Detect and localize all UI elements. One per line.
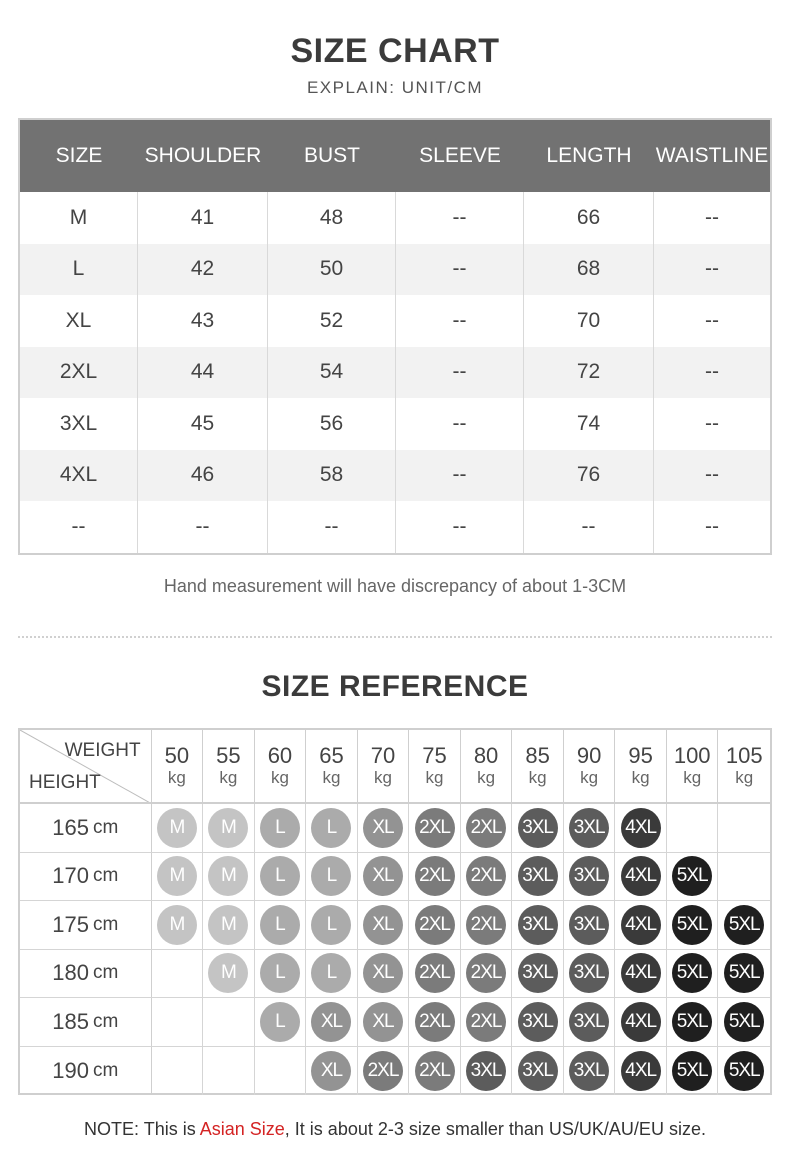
weight-unit: kg: [528, 768, 547, 787]
size-badge: XL: [311, 1051, 351, 1091]
weight-value: 80: [473, 743, 499, 768]
size-badge: L: [311, 856, 351, 896]
size-badge: L: [260, 1002, 300, 1042]
size-cell: [255, 853, 307, 901]
height-row: [20, 804, 770, 853]
size-badge: M: [208, 905, 248, 945]
size-cell: [461, 950, 513, 998]
size-cell: [718, 998, 770, 1046]
table-cell: 66: [524, 192, 654, 244]
table-cell: 48: [268, 192, 396, 244]
size-cell: [409, 901, 461, 949]
weight-header-cell: [306, 730, 358, 802]
size-badge: M: [208, 953, 248, 993]
weight-unit: kg: [167, 768, 186, 787]
size-badge: 2XL: [466, 1002, 506, 1042]
weight-header-cell: [667, 730, 719, 802]
table-cell: --: [705, 308, 719, 332]
size-badge: M: [157, 856, 197, 896]
table-cell: 54: [268, 347, 396, 399]
height-row: [20, 998, 770, 1047]
size-cell: [564, 1047, 616, 1096]
size-cell: [358, 950, 410, 998]
size-cell: [512, 853, 564, 901]
size-cell: [718, 853, 770, 901]
size-badge: 3XL: [569, 1051, 609, 1091]
weight-value: 95: [628, 743, 653, 768]
size-badge: 4XL: [621, 953, 661, 993]
size-reference-header-row: [20, 730, 770, 804]
weight-unit: kg: [683, 768, 702, 787]
size-cell: [358, 853, 410, 901]
size-cell: [461, 1047, 513, 1096]
size-cell: [615, 998, 667, 1046]
weight-header-cell: [409, 730, 461, 802]
size-badge: 3XL: [518, 1051, 558, 1091]
height-cell: [20, 998, 152, 1046]
table-cell: --: [396, 295, 524, 347]
table-cell: --: [396, 347, 524, 399]
size-badge: M: [208, 808, 248, 848]
note-prefix: NOTE: This is: [84, 1119, 200, 1139]
weight-header-cell: [152, 730, 204, 802]
weight-unit: kg: [425, 768, 444, 787]
column-header: WAISTLINE: [655, 144, 769, 167]
weight-value: 75: [422, 743, 447, 768]
size-cell: [667, 950, 719, 998]
size-cell: [512, 901, 564, 949]
weight-unit: kg: [477, 768, 496, 787]
table-cell: XL: [20, 295, 138, 347]
table-row: [20, 450, 770, 502]
size-cell: [152, 950, 204, 998]
weight-header-cell: [461, 730, 513, 802]
size-cell: [461, 901, 513, 949]
size-cell: [667, 901, 719, 949]
weight-header-cell: [564, 730, 616, 802]
table-cell: --: [705, 463, 719, 487]
size-badge: 2XL: [415, 1051, 455, 1091]
table-cell: --: [705, 257, 719, 281]
table-cell: M: [20, 192, 138, 244]
size-cell: [152, 853, 204, 901]
height-cell: [20, 901, 152, 949]
size-cell: [306, 901, 358, 949]
size-badge: 3XL: [518, 808, 558, 848]
size-cell: [203, 853, 255, 901]
size-badge: 2XL: [415, 953, 455, 993]
table-cell: 42: [138, 244, 268, 296]
weight-unit: kg: [580, 768, 599, 787]
size-cell: [667, 853, 719, 901]
weight-unit: kg: [219, 768, 238, 787]
size-cell: [615, 804, 667, 852]
size-badge: 3XL: [569, 953, 609, 993]
table-cell: 56: [268, 398, 396, 450]
size-badge: L: [311, 953, 351, 993]
size-reference-title: SIZE REFERENCE: [261, 670, 529, 703]
table-row: [20, 398, 770, 450]
column-header: LENGTH: [546, 144, 632, 167]
table-row: [20, 347, 770, 399]
size-badge: 2XL: [415, 808, 455, 848]
size-cell: [152, 804, 204, 852]
size-badge: XL: [363, 905, 403, 945]
table-cell: 68: [524, 244, 654, 296]
size-cell: [409, 804, 461, 852]
size-cell: [203, 1047, 255, 1096]
table-cell: --: [396, 244, 524, 296]
size-chart-title: SIZE CHART: [290, 32, 500, 70]
weight-header-cell: [203, 730, 255, 802]
table-cell: 44: [138, 347, 268, 399]
weight-value: 90: [576, 743, 602, 768]
table-cell: 58: [268, 450, 396, 502]
weight-unit: kg: [631, 768, 650, 787]
table-cell: 46: [138, 450, 268, 502]
weight-value: 60: [267, 743, 293, 768]
size-badge: 3XL: [569, 905, 609, 945]
size-badge: 5XL: [672, 1051, 712, 1091]
size-badge: 5XL: [724, 905, 764, 945]
table-cell: 72: [524, 347, 654, 399]
size-cell: [152, 998, 204, 1046]
size-badge: M: [157, 808, 197, 848]
size-badge: XL: [363, 953, 403, 993]
size-badge: XL: [363, 856, 403, 896]
table-cell: 41: [138, 192, 268, 244]
table-cell: --: [20, 501, 138, 553]
size-cell: [615, 950, 667, 998]
weight-value: 100: [673, 743, 711, 768]
size-badge: 3XL: [569, 856, 609, 896]
height-unit: cm: [93, 1010, 119, 1032]
measurement-note: Hand measurement will have discrepancy of about 1-3CM: [163, 576, 627, 596]
table-row: [20, 295, 770, 347]
size-badge: XL: [363, 1002, 403, 1042]
size-cell: [152, 1047, 204, 1096]
height-value: 190: [52, 1057, 89, 1083]
size-cell: [718, 901, 770, 949]
size-cell: [667, 804, 719, 852]
size-cell: [306, 998, 358, 1046]
size-badge: 5XL: [672, 1002, 712, 1042]
table-cell: 2XL: [20, 347, 138, 399]
size-chart-header-row: [20, 120, 770, 192]
weight-unit: kg: [322, 768, 341, 787]
height-unit: cm: [93, 913, 119, 935]
size-reference-body: [20, 804, 770, 1095]
table-cell: --: [138, 501, 268, 553]
section-divider: [18, 636, 772, 638]
size-cell: [512, 998, 564, 1046]
height-cell: [20, 804, 152, 852]
weight-unit: kg: [270, 768, 289, 787]
size-badge: 5XL: [672, 953, 712, 993]
size-cell: [409, 853, 461, 901]
height-row: [20, 853, 770, 902]
table-cell: --: [396, 501, 524, 553]
table-row: [20, 192, 770, 244]
height-cell: [20, 853, 152, 901]
size-cell: [564, 804, 616, 852]
size-cell: [667, 998, 719, 1046]
size-cell: [152, 901, 204, 949]
height-unit: cm: [93, 865, 119, 887]
size-cell: [461, 804, 513, 852]
table-cell: 76: [524, 450, 654, 502]
size-cell: [718, 1047, 770, 1096]
table-cell: 3XL: [20, 398, 138, 450]
table-cell: --: [396, 192, 524, 244]
size-badge: 3XL: [569, 808, 609, 848]
table-cell: 74: [524, 398, 654, 450]
size-cell: [306, 950, 358, 998]
size-badge: 2XL: [466, 808, 506, 848]
size-cell: [203, 804, 255, 852]
height-label: HEIGHT: [29, 772, 101, 793]
size-badge: 3XL: [569, 1002, 609, 1042]
size-cell: [615, 1047, 667, 1096]
size-cell: [358, 901, 410, 949]
table-cell: 45: [138, 398, 268, 450]
height-row: [20, 1047, 770, 1096]
size-badge: L: [311, 808, 351, 848]
asian-size-highlight: Asian Size: [199, 1119, 285, 1139]
size-badge: M: [157, 905, 197, 945]
table-cell: --: [705, 514, 719, 538]
size-badge: L: [260, 808, 300, 848]
height-unit: cm: [93, 1059, 119, 1081]
size-badge: 5XL: [724, 953, 764, 993]
weight-value: 105: [725, 743, 763, 768]
size-badge: 3XL: [518, 953, 558, 993]
size-badge: L: [260, 905, 300, 945]
weight-value: 50: [164, 743, 190, 768]
height-value: 165: [52, 814, 89, 840]
table-cell: --: [396, 398, 524, 450]
table-cell: 52: [268, 295, 396, 347]
size-chart-table: [18, 118, 772, 555]
height-row: [20, 901, 770, 950]
size-cell: [255, 1047, 307, 1096]
weight-value: 55: [216, 743, 241, 768]
size-chart-subtitle: EXPLAIN: UNIT/CM: [306, 78, 484, 97]
size-cell: [409, 998, 461, 1046]
size-badge: 2XL: [466, 856, 506, 896]
size-cell: [203, 950, 255, 998]
table-cell: 43: [138, 295, 268, 347]
table-cell: 50: [268, 244, 396, 296]
size-cell: [667, 1047, 719, 1096]
weight-value: 65: [319, 743, 344, 768]
column-header: SLEEVE: [419, 144, 501, 167]
size-cell: [512, 804, 564, 852]
weight-unit: kg: [735, 768, 754, 787]
size-badge: 4XL: [621, 1002, 661, 1042]
size-badge: L: [311, 905, 351, 945]
size-cell: [615, 901, 667, 949]
column-header: SHOULDER: [144, 144, 262, 167]
weight-header-cell: [255, 730, 307, 802]
size-badge: 2XL: [415, 856, 455, 896]
size-badge: 3XL: [518, 1002, 558, 1042]
size-badge: L: [260, 856, 300, 896]
size-cell: [203, 901, 255, 949]
size-cell: [512, 950, 564, 998]
size-cell: [615, 853, 667, 901]
weight-value: 85: [525, 743, 550, 768]
size-badge: 3XL: [518, 856, 558, 896]
size-chart-body: [20, 192, 770, 553]
height-cell: [20, 1047, 152, 1096]
size-badge: 2XL: [466, 905, 506, 945]
column-header: BUST: [303, 144, 360, 167]
size-reference-grid: [18, 728, 772, 1095]
size-cell: [306, 853, 358, 901]
size-badge: 5XL: [724, 1002, 764, 1042]
table-cell: L: [20, 244, 138, 296]
size-cell: [564, 853, 616, 901]
table-cell: 4XL: [20, 450, 138, 502]
weight-unit: kg: [374, 768, 392, 787]
table-cell: --: [524, 501, 654, 553]
size-badge: 3XL: [518, 905, 558, 945]
table-cell: --: [705, 205, 719, 229]
size-cell: [358, 1047, 410, 1096]
size-badge: XL: [363, 808, 403, 848]
table-cell: --: [705, 360, 719, 384]
size-badge: XL: [311, 1002, 351, 1042]
corner-header-cell: [20, 730, 152, 802]
size-cell: [718, 804, 770, 852]
table-row: [20, 244, 770, 296]
size-cell: [512, 1047, 564, 1096]
size-badge: 2XL: [415, 905, 455, 945]
size-badge: 3XL: [466, 1051, 506, 1091]
table-cell: 70: [524, 295, 654, 347]
column-header: SIZE: [55, 144, 103, 167]
size-cell: [306, 804, 358, 852]
size-cell: [255, 901, 307, 949]
size-badge: 4XL: [621, 808, 661, 848]
height-value: 185: [52, 1008, 89, 1034]
note-suffix: , It is about 2-3 size smaller than US/UK/AU/EU size.: [284, 1119, 706, 1139]
size-badge: 4XL: [621, 1051, 661, 1091]
size-cell: [306, 1047, 358, 1096]
height-value: 180: [52, 960, 89, 986]
size-cell: [358, 998, 410, 1046]
size-badge: 2XL: [466, 953, 506, 993]
size-cell: [203, 998, 255, 1046]
weight-header-cell: [615, 730, 667, 802]
weight-value: 70: [370, 743, 396, 768]
size-cell: [409, 1047, 461, 1096]
size-badge: 2XL: [415, 1002, 455, 1042]
size-badge: 4XL: [621, 856, 661, 896]
height-value: 170: [52, 863, 89, 889]
size-badge: 5XL: [724, 1051, 764, 1091]
size-badge: M: [208, 856, 248, 896]
size-badge: 5XL: [672, 856, 712, 896]
table-cell: --: [705, 411, 719, 435]
size-cell: [564, 901, 616, 949]
height-row: [20, 950, 770, 999]
size-cell: [718, 950, 770, 998]
table-row: [20, 501, 770, 553]
size-cell: [564, 950, 616, 998]
asian-size-note: [0, 1119, 790, 1140]
height-cell: [20, 950, 152, 998]
size-cell: [461, 998, 513, 1046]
height-value: 175: [52, 911, 89, 937]
weight-header-cell: [718, 730, 770, 802]
height-unit: cm: [93, 816, 119, 838]
size-cell: [564, 998, 616, 1046]
size-badge: L: [260, 953, 300, 993]
table-cell: --: [396, 450, 524, 502]
size-cell: [461, 853, 513, 901]
weight-header-cell: [512, 730, 564, 802]
size-badge: 2XL: [363, 1051, 403, 1091]
size-cell: [255, 804, 307, 852]
size-cell: [255, 950, 307, 998]
height-unit: cm: [93, 962, 119, 984]
size-cell: [358, 804, 410, 852]
size-cell: [409, 950, 461, 998]
table-cell: --: [268, 501, 396, 553]
weight-label: WEIGHT: [64, 740, 141, 761]
size-badge: 5XL: [672, 905, 712, 945]
size-cell: [255, 998, 307, 1046]
weight-header-cell: [358, 730, 410, 802]
size-badge: 4XL: [621, 905, 661, 945]
